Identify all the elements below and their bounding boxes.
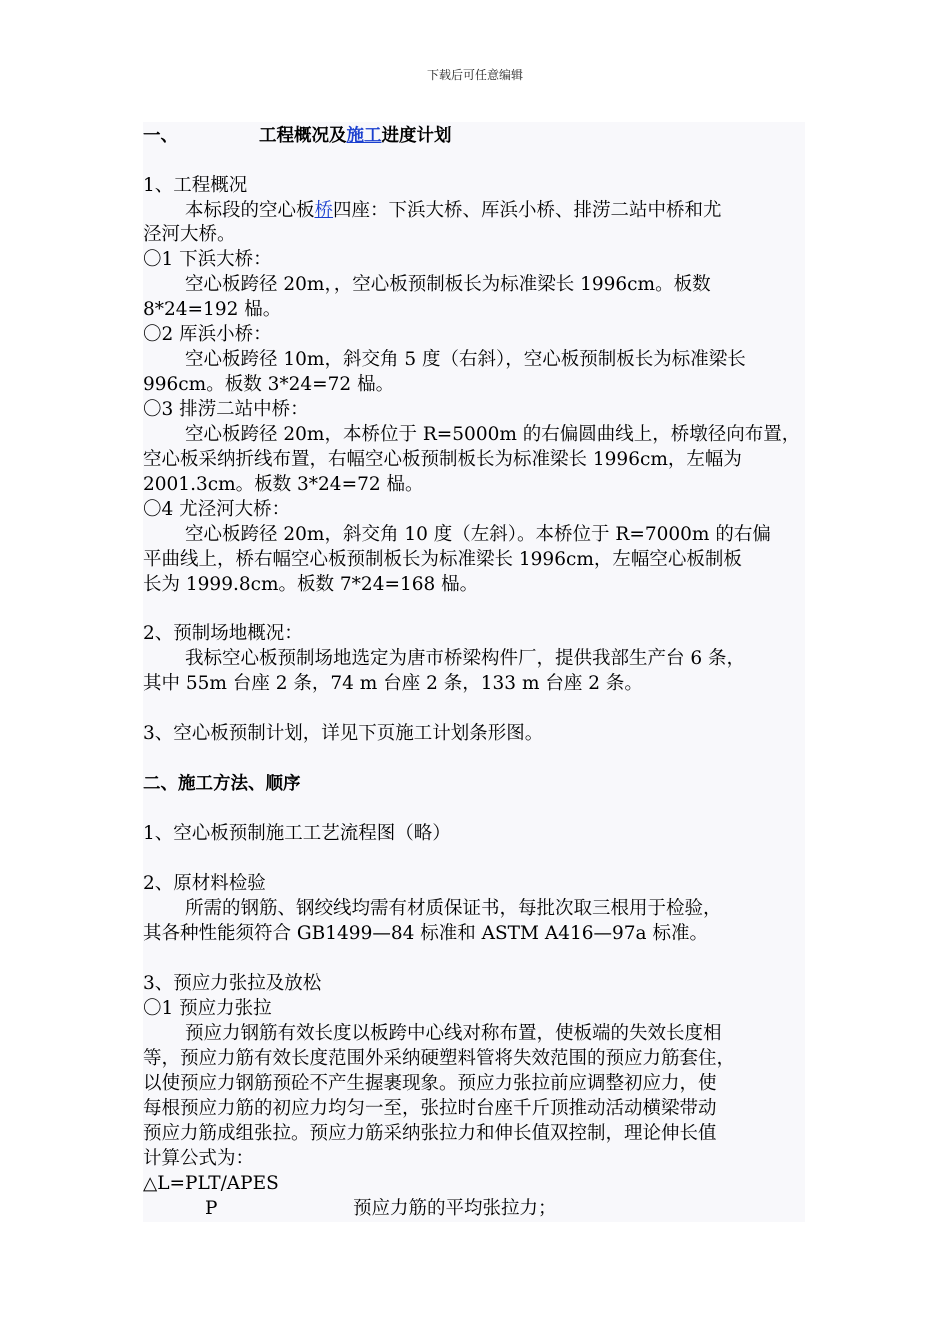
paragraph-line: 空心板跨径 20m，，空心板预制板长为标准梁长 1996cm。板数 (185, 274, 711, 295)
paragraph-line: 预应力钢筋有效长度以板跨中心线对称布置，使板端的失效长度相 (185, 1023, 722, 1044)
subheading-flowchart: 1、空心板预制施工工艺流程图（略） (143, 823, 451, 844)
paragraph-line: 空心板采纳折线布置，右幅空心板预制板长为标准梁长 1996cm，左幅为 (143, 449, 742, 470)
paragraph-line: 其中 55m 台座 2 条，74 m 台座 2 条，133 m 台座 2 条。 (143, 673, 643, 694)
bridge-link[interactable]: 桥 (314, 200, 334, 221)
subheading-plan: 3、空心板预制计划，详见下页施工计划条形图。 (143, 723, 544, 744)
paragraph-line: 以使预应力钢筋预砼不产生握裹现象。预应力张拉前应调整初应力，使 (143, 1073, 717, 1094)
paragraph-line: 等，预应力筋有效长度范围外采纳硬塑料管将失效范围的预应力筋套住， (143, 1048, 736, 1069)
paragraph-line: 空心板跨径 20m，斜交角 10 度（左斜）。本桥位于 R=7000m 的右偏 (185, 524, 771, 545)
bridge-4-title: 〇4 尤泾河大桥： (143, 499, 291, 520)
bridge-3-title: 〇3 排涝二站中桥： (143, 399, 309, 420)
subheading-materials: 2、原材料检验 (143, 873, 266, 894)
paragraph-line: 计算公式为： (143, 1148, 255, 1169)
paragraph-line: 预应力筋成组张拉。预应力筋采纳张拉力和伸长值双控制，理论伸长值 (143, 1123, 717, 1144)
subheading-site: 2、预制场地概况： (143, 623, 303, 644)
paragraph-line: 2001.3cm。板数 3*24=72 榀。 (143, 474, 424, 495)
paragraph-line: 空心板跨径 20m，本桥位于 R=5000m 的右偏圆曲线上，桥墩径向布置， (185, 424, 801, 445)
paragraph-line: 空心板跨径 10m，斜交角 5 度（右斜），空心板预制板长为标准梁长 (185, 349, 746, 370)
formula: △L=PLT/APES (143, 1173, 279, 1194)
paragraph-line: 每根预应力筋的初应力均匀一至，张拉时台座千斤顶推动活动横梁带动 (143, 1098, 717, 1119)
document-body (143, 122, 805, 1222)
paragraph-line: 其各种性能须符合 GB1499—84 标准和 ASTM A416—97a 标准。 (143, 923, 708, 944)
formula-description: 预应力筋的平均张拉力； (353, 1198, 557, 1219)
construction-link[interactable]: 施工 (346, 126, 382, 146)
section-1-heading: 工程概况及施工进度计划 (259, 126, 452, 146)
section-1-number: 一、 (143, 126, 178, 146)
subheading-overview: 1、工程概况 (143, 175, 248, 196)
paragraph-line: 长为 1999.8cm。板数 7*24=168 榀。 (143, 574, 479, 595)
paragraph-line: 我标空心板预制场地选定为唐市桥梁构件厂，提供我部生产台 6 条， (185, 648, 746, 669)
subheading-prestress: 3、预应力张拉及放松 (143, 973, 322, 994)
paragraph-line: 8*24=192 榀。 (143, 299, 282, 320)
paragraph-line: 996cm。板数 3*24=72 榀。 (143, 374, 395, 395)
paragraph-line: 平曲线上，桥右幅空心板预制板长为标准梁长 1996cm，左幅空心板制板 (143, 549, 742, 570)
paragraph-line: 泾河大桥。 (143, 224, 236, 245)
bridge-1-title: 〇1 下浜大桥： (143, 249, 272, 270)
bridge-2-title: 〇2 厍浜小桥： (143, 324, 272, 345)
paragraph-line: 本标段的空心板桥四座：下浜大桥、厍浜小桥、排涝二站中桥和尤 (185, 200, 722, 221)
subheading-tension: 〇1 预应力张拉 (143, 998, 272, 1019)
watermark-header: 下载后可任意编辑 (426, 68, 523, 82)
paragraph-line: 所需的钢筋、钢绞线均需有材质保证书，每批次取三根用于检验， (185, 898, 722, 919)
formula-symbol: P (205, 1198, 218, 1219)
section-2-heading: 二、施工方法、顺序 (143, 774, 301, 794)
